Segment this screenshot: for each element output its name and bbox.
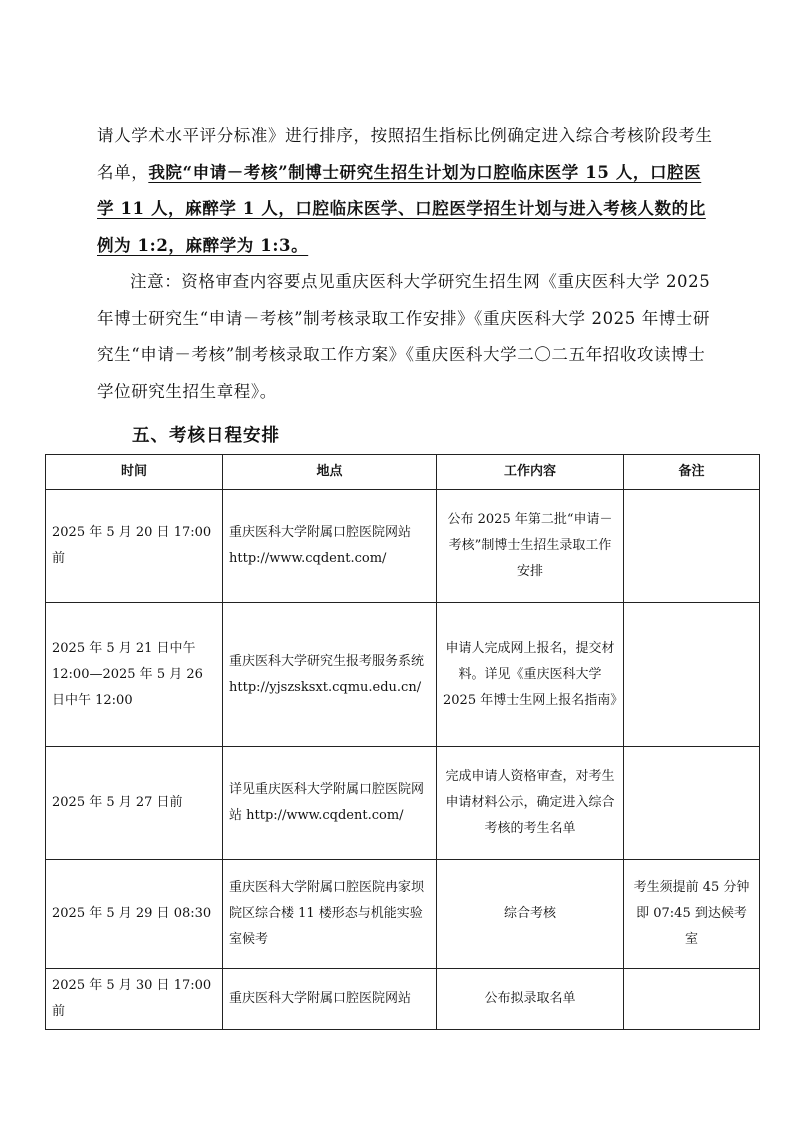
cell-work: 申请人完成网上报名，提交材料。详见《重庆医科大学 2025 年博士生网上报名指南》 <box>437 603 624 747</box>
cell-work: 公布 2025 年第二批“申请－考核”制博士生招生录取工作安排 <box>437 490 624 603</box>
intro-paragraph <box>97 118 713 264</box>
table-header-row <box>46 455 760 490</box>
cell-note <box>624 603 760 747</box>
cell-place: 重庆医科大学附属口腔医院冉家坝院区综合楼 11 楼形态与机能实验室候考 <box>223 860 437 969</box>
table-row <box>46 969 760 1030</box>
section-heading: 五、考核日程安排 <box>132 426 280 446</box>
table-row <box>46 747 760 860</box>
cell-time: 2025 年 5 月 27 日前 <box>46 747 223 860</box>
cell-place: 详见重庆医科大学附属口腔医院网站 http://www.cqdent.com/ <box>223 747 437 860</box>
cell-place: 重庆医科大学附属口腔医院网站 http://www.cqdent.com/ <box>223 490 437 603</box>
table-row <box>46 860 760 969</box>
cell-work: 综合考核 <box>437 860 624 969</box>
enrollment-plan-emphasis: 我院“申请－考核”制博士研究生招生计划为口腔临床医学 15 人，口腔医学 11 人，麻醉学 1 人，口腔临床医学、口腔医学招生计划与进入考核人数的比例为 1:2，麻醉学为 1:3。 <box>97 162 706 255</box>
header-note: 备注 <box>624 455 760 490</box>
cell-note <box>624 747 760 860</box>
cell-time: 2025 年 5 月 29 日 08:30 <box>46 860 223 969</box>
table-row <box>46 603 760 747</box>
cell-work: 完成申请人资格审查，对考生申请材料公示，确定进入综合考核的考生名单 <box>437 747 624 860</box>
cell-place: 重庆医科大学研究生报考服务系统 http://yjszsksxt.cqmu.edu.cn/ <box>223 603 437 747</box>
cell-time: 2025 年 5 月 21 日中午 12:00—2025 年 5 月 26 日中午 12:00 <box>46 603 223 747</box>
cell-note <box>624 969 760 1030</box>
note-paragraph: 注意：资格审查内容要点见重庆医科大学研究生招生网《重庆医科大学 2025 年博士研究生“申请－考核”制考核录取工作安排》《重庆医科大学 2025 年博士研究生“申请－考核”制考核录取工作方案》《重庆医科大学二〇二五年招收攻读博士学位研究生招生章程》。 <box>97 272 711 401</box>
intro-plain-text: 请人学术水平评分标准》进行排序，按照招生指标比例确定进入综合考核阶段考生名单， <box>97 126 713 182</box>
cell-note: 考生须提前 45 分钟即 07:45 到达候考室 <box>624 860 760 969</box>
header-work: 工作内容 <box>437 455 624 490</box>
cell-work: 公布拟录取名单 <box>437 969 624 1030</box>
cell-note <box>624 490 760 603</box>
schedule-table <box>45 454 760 1030</box>
cell-time: 2025 年 5 月 30 日 17:00 前 <box>46 969 223 1030</box>
header-time: 时间 <box>46 455 223 490</box>
cell-place: 重庆医科大学附属口腔医院网站 <box>223 969 437 1030</box>
header-place: 地点 <box>223 455 437 490</box>
cell-time: 2025 年 5 月 20 日 17:00 前 <box>46 490 223 603</box>
table-row <box>46 490 760 603</box>
